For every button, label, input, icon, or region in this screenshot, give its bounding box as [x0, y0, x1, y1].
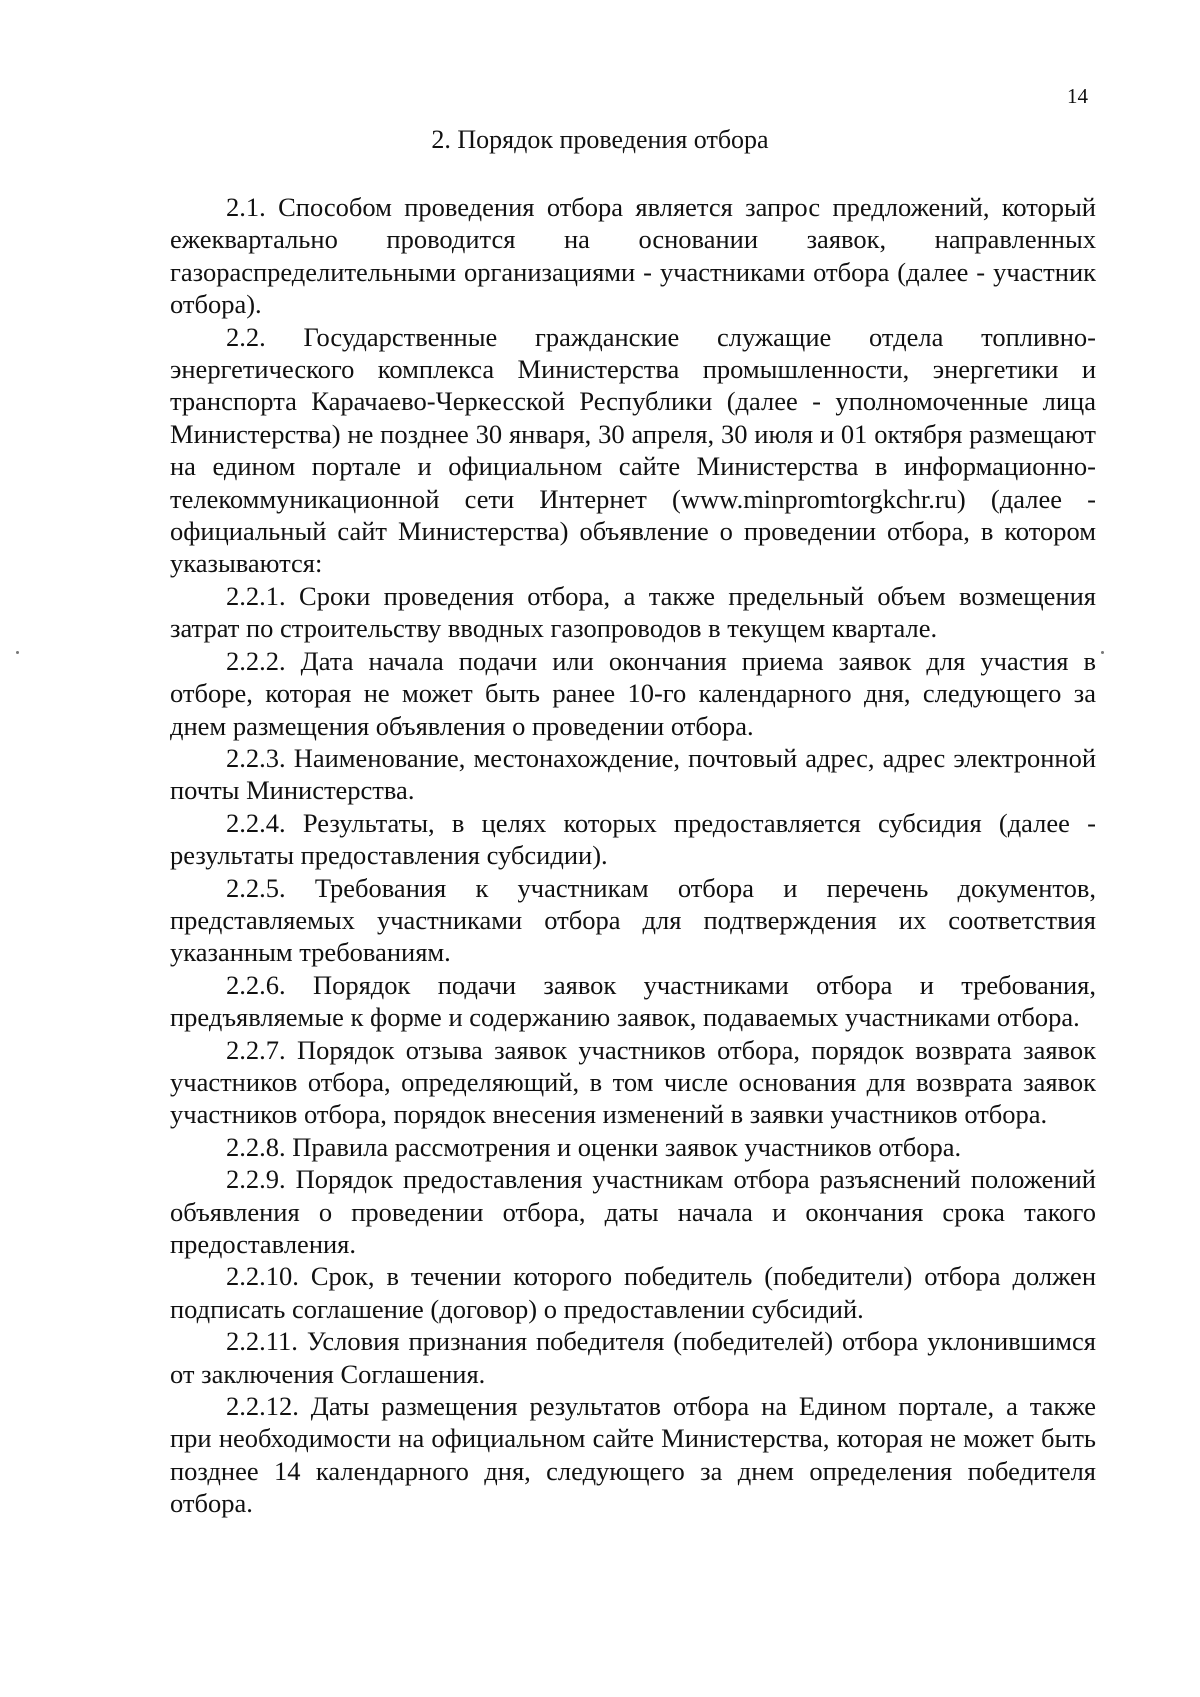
paragraph-2-2: 2.2. Государственные гражданские служащие отдела топливно-энергетического комплекса Министерства промышленности, энергетики и транспорта Карачаево-Черкесской Республики (далее - уполномоченные лица Министерства) не позднее 30 января, 30 апреля, 30 июля и 01 октября размещают на едином портале и официальном сайте Министерства в информационно-телекоммуникационной сети Интернет (www.minpromtorgkchr.ru) (далее - официальный сайт Министерства) объявление о проведении отбора, в котором указываются:	[170, 321, 1096, 579]
paragraph-2-2-3: 2.2.3. Наименование, местонахождение, почтовый адрес, адрес электронной почты Министерства.	[170, 742, 1096, 806]
paragraph-2-2-9: 2.2.9. Порядок предоставления участникам отбора разъяснений положений объявления о проведении отбора, даты начала и окончания срока такого предоставления.	[170, 1164, 1096, 1259]
paragraph-2-2-10: 2.2.10. Срок, в течении которого победитель (победители) отбора должен подписать соглашение (договор) о предоставлении субсидий.	[170, 1261, 1096, 1324]
paragraph-2-2-1: 2.2.1. Сроки проведения отбора, а также предельный объем возмещения затрат по строительству вводных газопроводов в текущем квартале.	[170, 580, 1096, 644]
page-number: 14	[1067, 84, 1088, 108]
paragraph-2-2-5: 2.2.5. Требования к участникам отбора и перечень документов, представляемых участниками отбора для подтверждения их соответствия указанным требованиям.	[170, 872, 1096, 968]
paragraph-2-2-2: 2.2.2. Дата начала подачи или окончания приема заявок для участия в отборе, которая не может быть ранее 10-го календарного дня, следующего за днем размещения объявления о проведении отбора.	[170, 645, 1096, 741]
paragraph-2-2-4: 2.2.4. Результаты, в целях которых предоставляется субсидия (далее - результаты предоставления субсидии).	[170, 807, 1096, 871]
section-title: 2. Порядок проведения отбора	[431, 125, 769, 154]
scan-speck	[1101, 651, 1104, 654]
paragraph-2-2-7: 2.2.7. Порядок отзыва заявок участников отбора, порядок возврата заявок участников отбора, определяющий, в том числе основания для возврата заявок участников отбора, порядок внесения изменений в заявки участников отбора.	[170, 1034, 1096, 1130]
paragraph-2-2-8: 2.2.8. Правила рассмотрения и оценки заявок участников отбора.	[226, 1131, 962, 1162]
document-body	[170, 191, 1096, 1520]
paragraph-2-2-12: 2.2.12. Даты размещения результатов отбора на Едином портале, а также при необходимости на официальном сайте Министерства, которая не может быть позднее 14 календарного дня, следующего за днем определения победителя отбора.	[170, 1391, 1096, 1519]
scan-speck	[16, 651, 19, 654]
paragraph-2-2-6: 2.2.6. Порядок подачи заявок участниками отбора и требования, предъявляемые к форме и содержанию заявок, подаваемых участниками отбора.	[170, 969, 1096, 1033]
paragraph-2-2-11: 2.2.11. Условия признания победителя (победителей) отбора уклонившимся от заключения Соглашения.	[170, 1326, 1096, 1389]
paragraph-2-1: 2.1. Способом проведения отбора является запрос предложений, который ежеквартально проводится на основании заявок, направленных газораспределительными организациями - участниками отбора (далее - участник отбора).	[170, 192, 1096, 320]
